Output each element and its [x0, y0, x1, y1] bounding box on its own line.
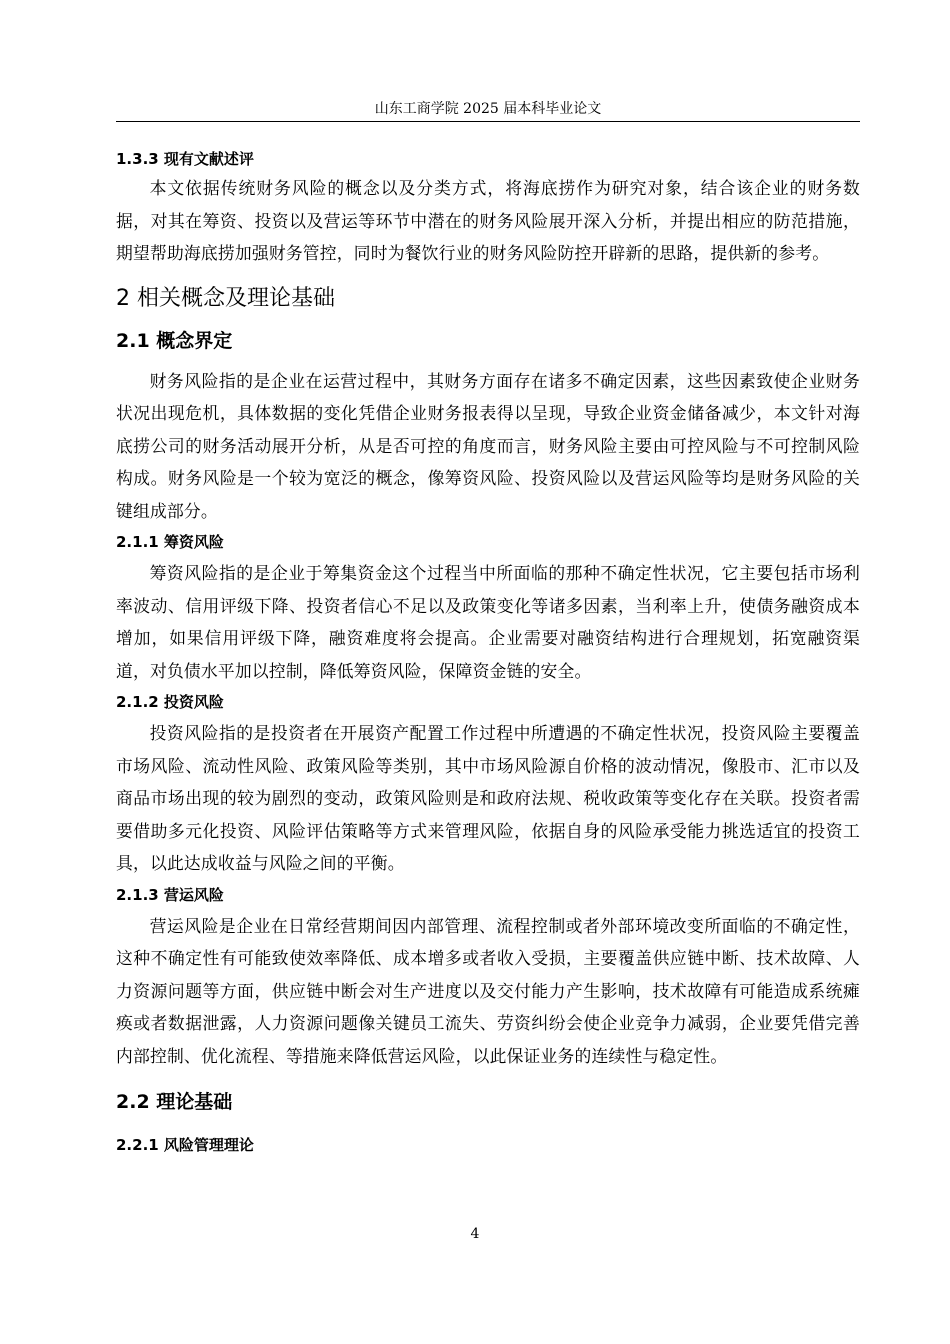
- page-number: 4: [470, 1226, 480, 1242]
- heading-2-1: 2.1 概念界定: [116, 329, 233, 352]
- paragraph-concept-definition: 财务风险指的是企业在运营过程中，其财务方面存在诸多不确定因素，这些因素致使企业财务状况出现危机，具体数据的变化凭借企业财务报表得以呈现，导致企业资金储备减少，本文针对海底捞公司的财务活动展开分析，从是否可控的角度而言，财务风险主要由可控风险与不可控制风险构成。财务风险是一个较为宽泛的概念，像筹资风险、投资风险以及营运风险等均是财务风险的关键组成部分。: [116, 370, 860, 521]
- running-header: 山东工商学院 2025 届本科毕业论文: [374, 101, 602, 117]
- heading-2-1-2: 2.1.2 投资风险: [116, 693, 224, 711]
- heading-1-3-3: 1.3.3 现有文献述评: [116, 150, 254, 168]
- paragraph-investment-risk: 投资风险指的是投资者在开展资产配置工作过程中所遭遇的不确定性状况，投资风险主要覆盖市场风险、流动性风险、政策风险等类别，其中市场风险源自价格的波动情况，像股市、汇市以及商品市场出现的较为剧烈的变动，政策风险则是和政府法规、税收政策等变化存在关联。投资者需要借助多元化投资、风险评估策略等方式来管理风险，依据自身的风险承受能力挑选适宜的投资工具，以此达成收益与风险之间的平衡。: [116, 723, 860, 873]
- chapter-2-heading: 2 相关概念及理论基础: [116, 285, 335, 311]
- heading-2-1-1: 2.1.1 筹资风险: [116, 533, 224, 551]
- heading-2-2: 2.2 理论基础: [116, 1091, 233, 1113]
- header-rule: [116, 121, 860, 122]
- paragraph-financing-risk: 筹资风险指的是企业于筹集资金这个过程当中所面临的那种不确定性状况，它主要包括市场利率波动、信用评级下降、投资者信心不足以及政策变化等诸多因素，当利率上升，使债务融资成本增加，如果信用评级下降，融资难度将会提高。企业需要对融资结构进行合理规划，拓宽融资渠道，对负债水平加以控制，降低筹资风险，保障资金链的安全。: [116, 563, 860, 681]
- paragraph-operating-risk: 营运风险是企业在日常经营期间因内部管理、流程控制或者外部环境改变所面临的不确定性，这种不确定性有可能致使效率降低、成本增多或者收入受损，主要覆盖供应链中断、技术故障、人力资源问题等方面，供应链中断会对生产进度以及交付能力产生影响，技术故障有可能造成系统瘫痪或者数据泄露，人力资源问题像关键员工流失、劳资纠纷会使企业竞争力减弱，企业要凭借完善内部控制、优化流程、等措施来降低营运风险，以此保证业务的连续性与稳定性。: [116, 915, 860, 1066]
- heading-2-1-3: 2.1.3 营运风险: [116, 885, 224, 904]
- page-content: [116, 146, 860, 1158]
- paragraph-literature-review: 本文依据传统财务风险的概念以及分类方式，将海底捞作为研究对象，结合该企业的财务数据，对其在筹资、投资以及营运等环节中潜在的财务风险展开深入分析，并提出相应的防范措施，期望帮助海底捞加强财务管控，同时为餐饮行业的财务风险防控开辟新的思路，提供新的参考。: [116, 178, 860, 263]
- heading-2-2-1: 2.2.1 风险管理理论: [116, 1136, 254, 1154]
